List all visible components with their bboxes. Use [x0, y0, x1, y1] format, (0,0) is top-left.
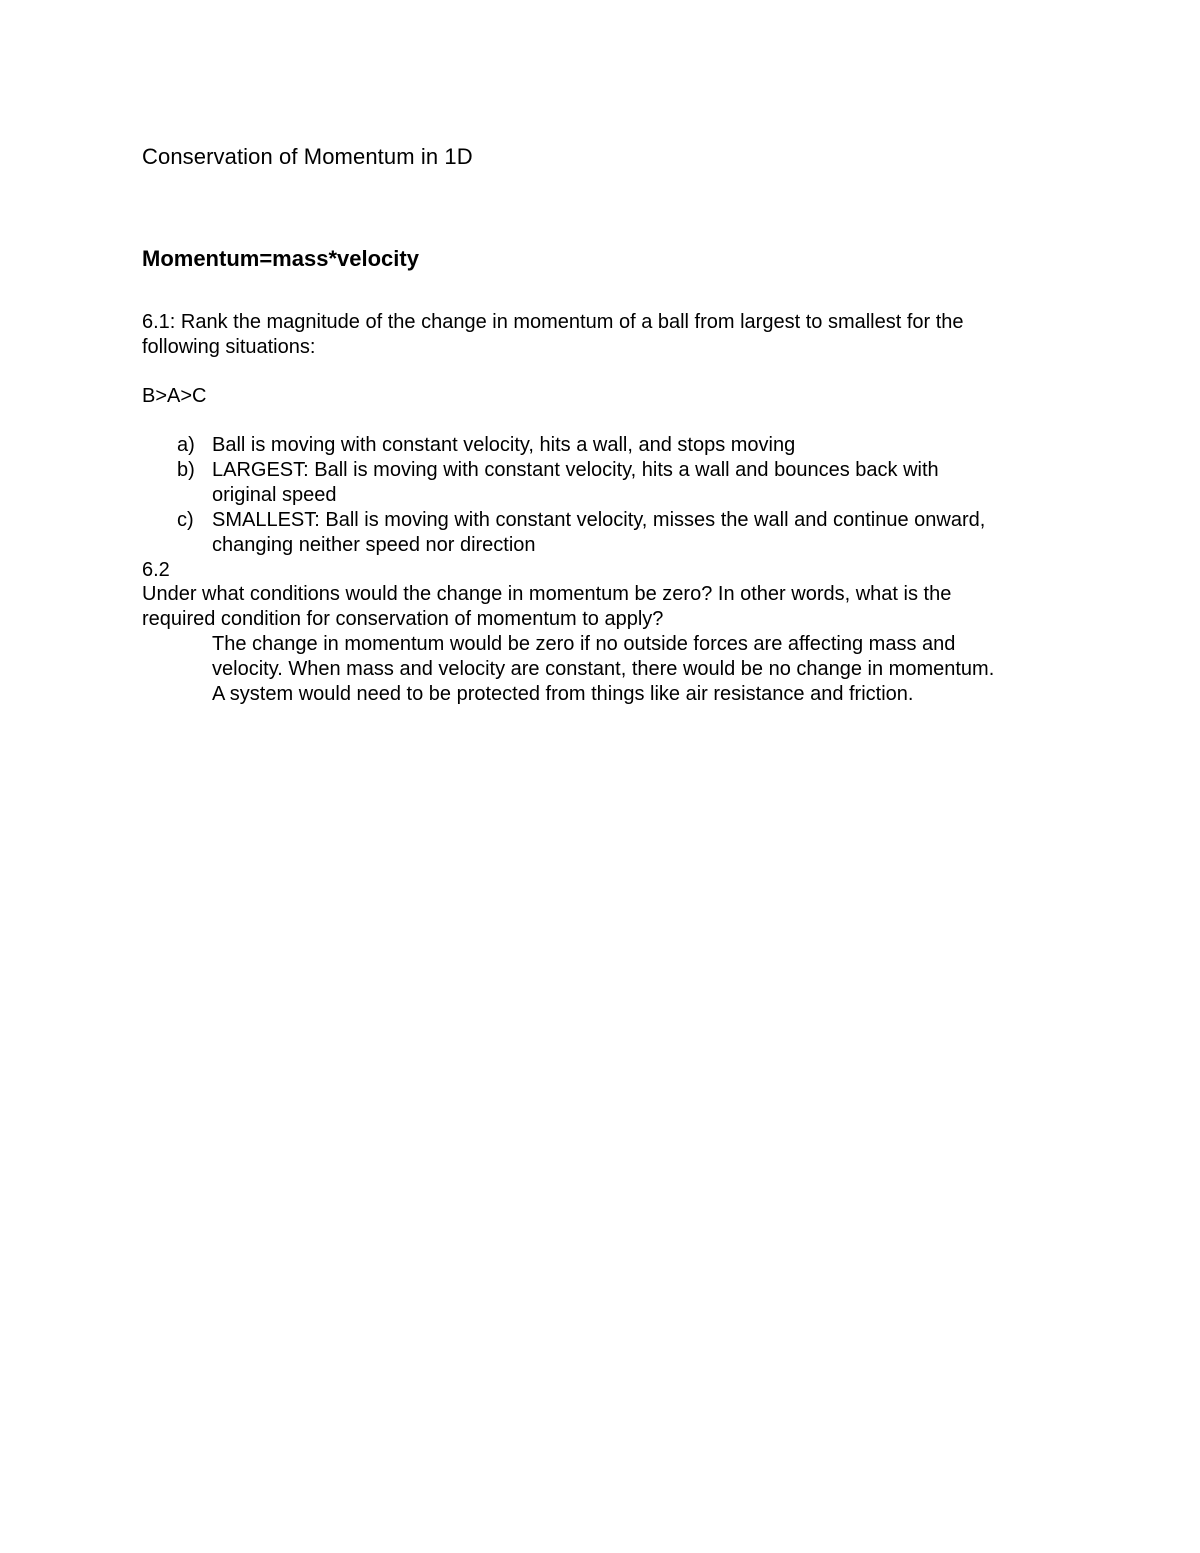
question-6-1-text-line-2: following situations:	[142, 336, 316, 358]
question-6-2-text-line-1: Under what conditions would the change in momentum be zero? In other words, what is the	[142, 583, 952, 605]
option-b-marker: b)	[177, 459, 195, 481]
option-b-text-line-1: LARGEST: Ball is moving with constant velocity, hits a wall and bounces back with	[212, 459, 939, 481]
option-c-text-line-1: SMALLEST: Ball is moving with constant velocity, misses the wall and continue onward,	[212, 509, 986, 531]
answer-line-3: A system would need to be protected from things like air resistance and friction.	[212, 683, 914, 705]
answer-line-2: velocity. When mass and velocity are constant, there would be no change in momentum.	[212, 658, 995, 680]
question-6-1-text-line-1: 6.1: Rank the magnitude of the change in momentum of a ball from largest to smallest for the	[142, 311, 964, 333]
option-a-marker: a)	[177, 434, 195, 456]
answer-line-1: The change in momentum would be zero if no outside forces are affecting mass and	[212, 633, 956, 655]
document-title: Conservation of Momentum in 1D	[142, 144, 473, 169]
option-c-marker: c)	[177, 509, 194, 531]
option-c-text-line-2: changing neither speed nor direction	[212, 534, 536, 556]
option-a-text: Ball is moving with constant velocity, hits a wall, and stops moving	[212, 434, 796, 456]
momentum-formula-heading: Momentum=mass*velocity	[142, 246, 419, 271]
question-6-2-number: 6.2	[142, 559, 170, 581]
option-b-text-line-2: original speed	[212, 484, 337, 506]
question-6-2-text-line-2: required condition for conservation of momentum to apply?	[142, 608, 664, 630]
question-6-1-answer: B>A>C	[142, 385, 207, 407]
